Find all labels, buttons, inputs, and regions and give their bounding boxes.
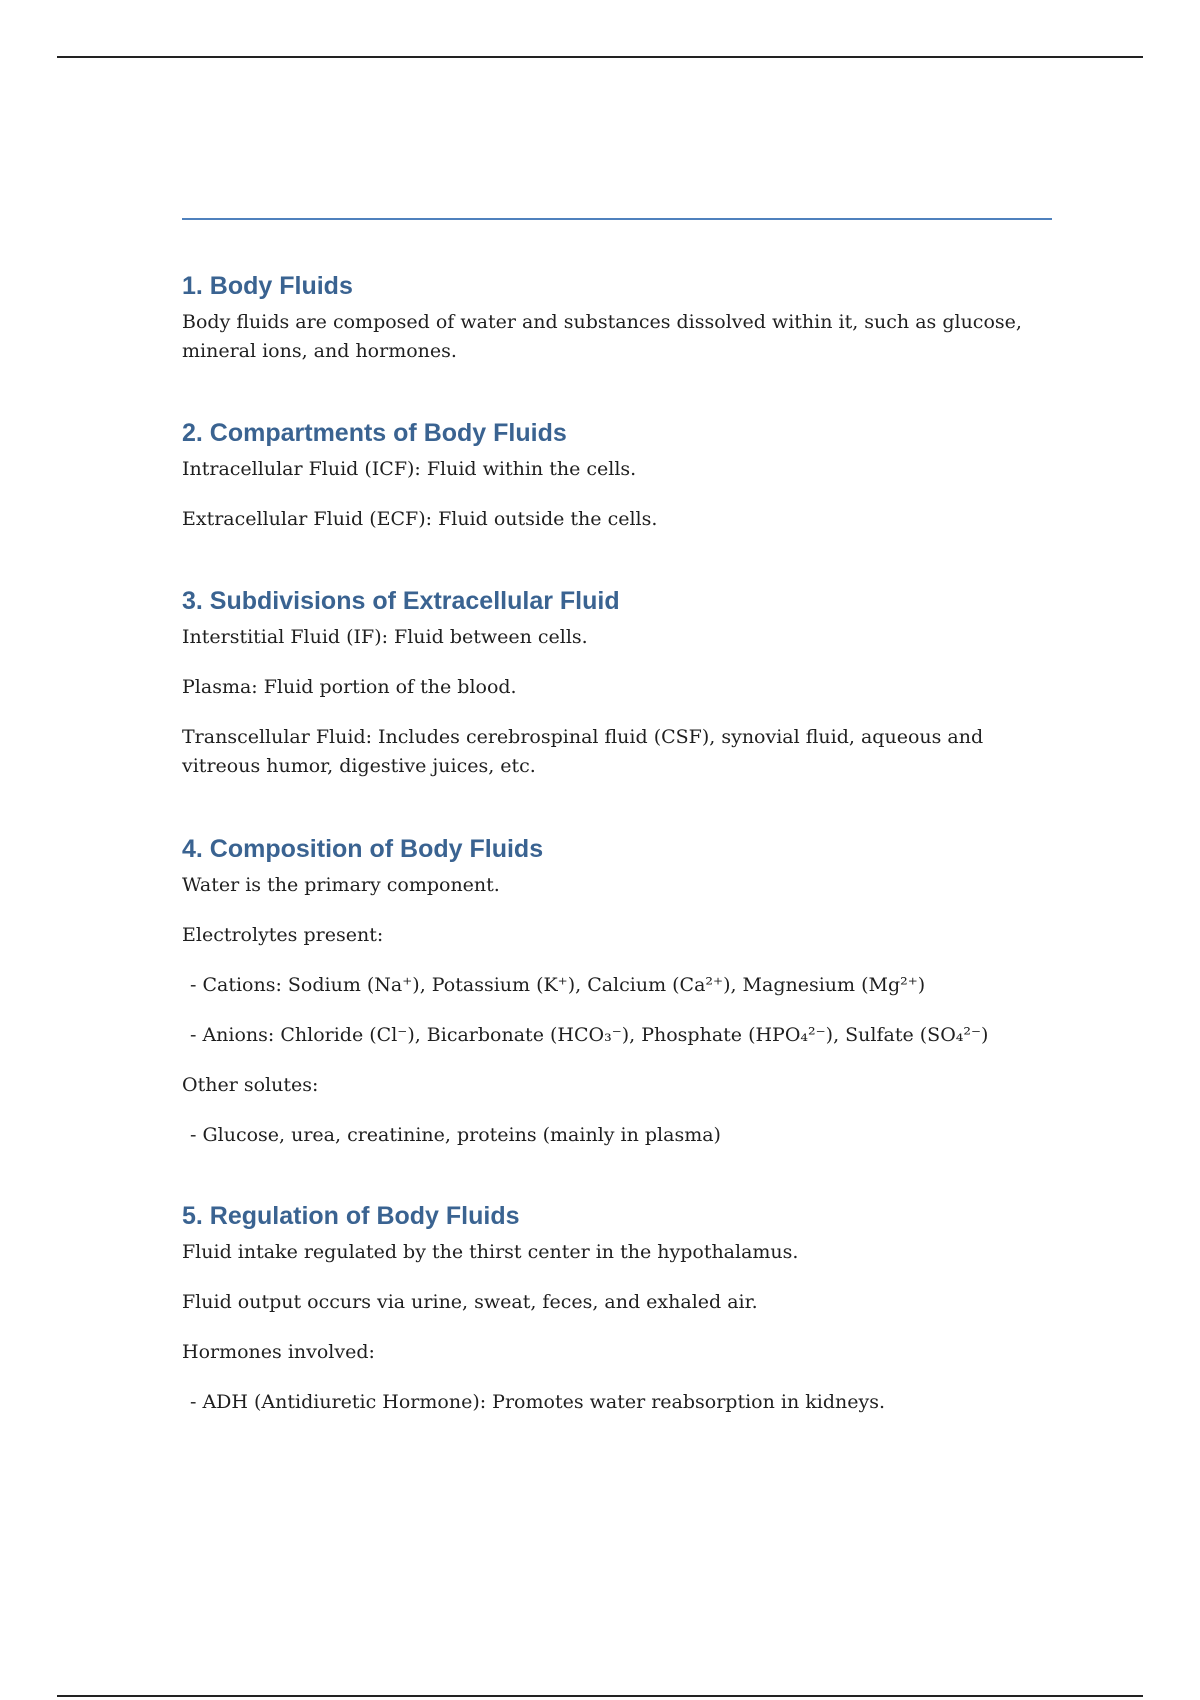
paragraph: Interstitial Fluid (IF): Fluid between cells. <box>182 626 588 648</box>
paragraph: Fluid intake regulated by the thirst center in the hypothalamus. <box>182 1241 799 1263</box>
section-heading: 5. Regulation of Body Fluids <box>182 1202 520 1230</box>
list-item: - Glucose, urea, creatinine, proteins (mainly in plasma) <box>190 1124 721 1146</box>
paragraph: Extracellular Fluid (ECF): Fluid outside the cells. <box>182 508 658 530</box>
list-item: - Cations: Sodium (Na⁺), Potassium (K⁺), Calcium (Ca²⁺), Magnesium (Mg²⁺) <box>190 974 926 996</box>
section-body-fluids <box>182 269 1052 366</box>
paragraph: Hormones involved: <box>182 1341 375 1363</box>
paragraph: Body fluids are composed of water and substances dissolved within it, such as glucose, mineral ions, and hormones. <box>182 311 1022 362</box>
paragraph: Transcellular Fluid: Includes cerebrospinal fluid (CSF), synovial fluid, aqueous and vitreous humor, digestive juices, etc. <box>182 726 984 777</box>
section-subdivisions <box>182 584 1052 781</box>
paragraph: Intracellular Fluid (ICF): Fluid within the cells. <box>182 458 637 480</box>
paragraph: Water is the primary component. <box>182 874 500 896</box>
section-heading: 3. Subdivisions of Extracellular Fluid <box>182 587 620 615</box>
paragraph: Fluid output occurs via urine, sweat, feces, and exhaled air. <box>182 1291 758 1313</box>
paragraph: Plasma: Fluid portion of the blood. <box>182 676 517 698</box>
section-heading: 4. Composition of Body Fluids <box>182 835 544 863</box>
paragraph: Electrolytes present: <box>182 924 384 946</box>
page-bottom-rule <box>57 1695 1143 1697</box>
list-item: - ADH (Antidiuretic Hormone): Promotes water reabsorption in kidneys. <box>190 1391 885 1413</box>
section-compartments <box>182 416 1052 534</box>
section-regulation <box>182 1199 1052 1417</box>
title-underline <box>182 218 1052 220</box>
page-top-rule <box>57 56 1143 58</box>
list-item: - Anions: Chloride (Cl⁻), Bicarbonate (HCO₃⁻), Phosphate (HPO₄²⁻), Sulfate (SO₄²⁻) <box>190 1024 989 1046</box>
section-heading: 1. Body Fluids <box>182 272 353 300</box>
paragraph: Other solutes: <box>182 1074 319 1096</box>
section-heading: 2. Compartments of Body Fluids <box>182 419 567 447</box>
section-composition <box>182 832 1052 1150</box>
